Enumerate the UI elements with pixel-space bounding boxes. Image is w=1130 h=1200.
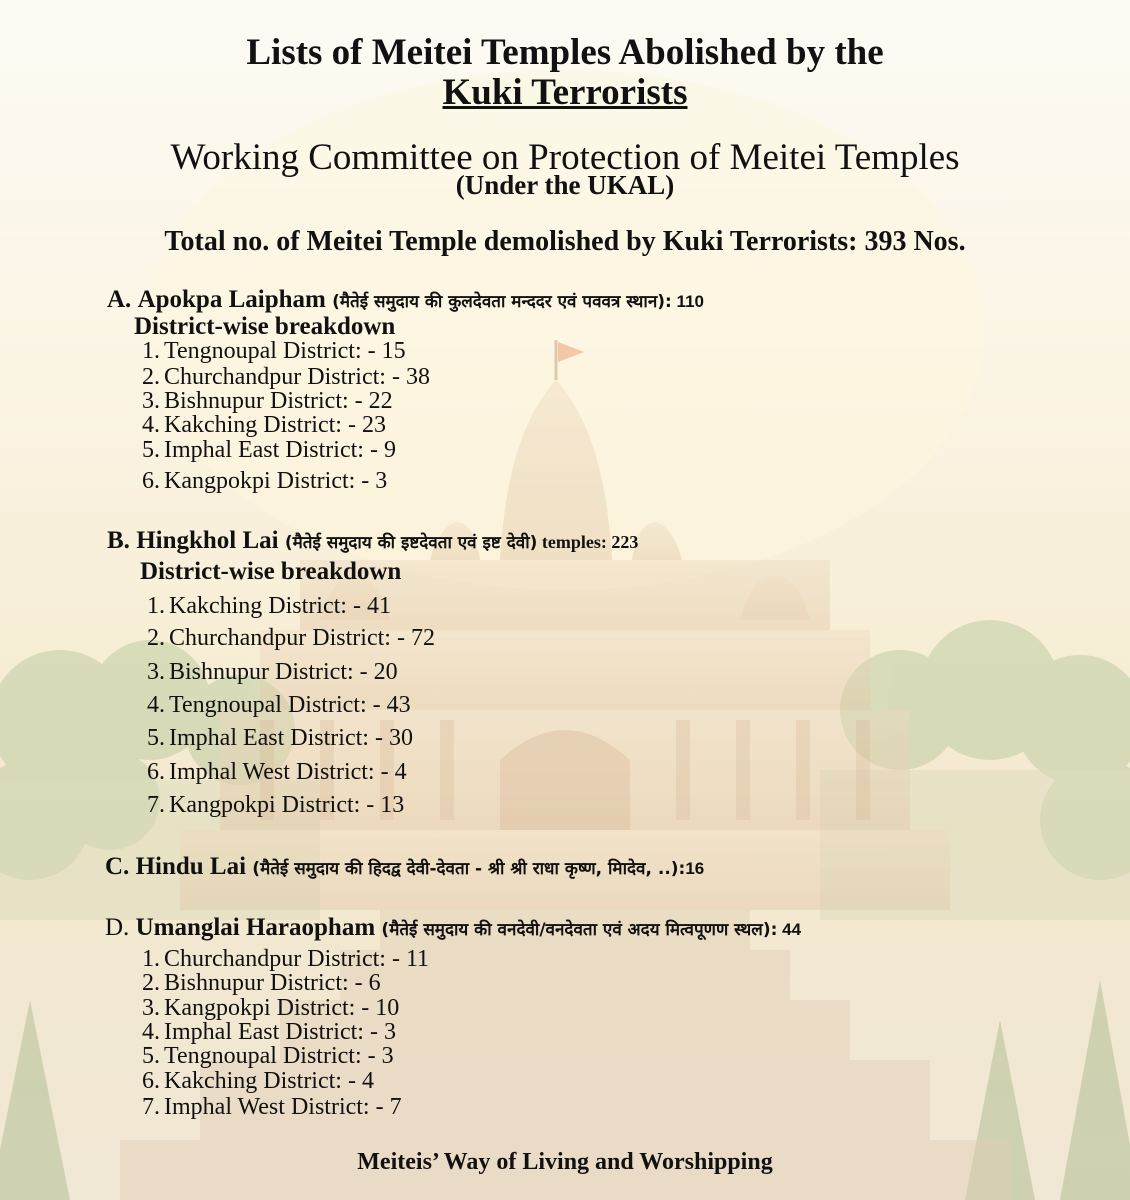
section-d-letter: D. — [105, 914, 130, 941]
section-c-name: Hindu Lai — [135, 853, 247, 880]
section-b-heading — [107, 527, 638, 557]
section-a-breakdown-label: District-wise breakdown — [134, 313, 396, 340]
total-count: Total no. of Meitei Temple demolished by Kuki Terrorists: 393 Nos. — [164, 226, 966, 257]
section-d-name: Umanglai Haraopham — [135, 914, 376, 941]
section-c-heading — [105, 853, 704, 883]
list-item: 4. Imphal East District: - 3 — [142, 1019, 396, 1045]
list-item: 7. Kangpokpi District: - 13 — [147, 792, 405, 818]
list-item: 1. Churchandpur District: - 11 — [142, 946, 430, 972]
list-item: 7. Imphal West District: - 7 — [142, 1094, 402, 1120]
section-b-name: Hingkhol Lai — [136, 527, 279, 554]
list-item: 6. Kangpokpi District: - 3 — [142, 468, 388, 494]
list-item: 2. Bishnupur District: - 6 — [142, 970, 381, 996]
list-item: 6. Kakching District: - 4 — [142, 1068, 374, 1094]
page-title: Lists of Meitei Temples Abolished by the — [246, 32, 884, 73]
list-item: 1. Tengnoupal District: - 15 — [142, 338, 406, 364]
section-c-letter: C. — [105, 853, 130, 880]
section-a-hindi: (मैतेई समुदाय की कुलदेवता मन्ददर एवं पववत्र स्थान): — [332, 292, 672, 312]
list-item: 5. Tengnoupal District: - 3 — [142, 1043, 394, 1069]
page-title-underlined: Kuki Terrorists — [442, 72, 688, 113]
section-b-letter: B. — [107, 527, 130, 554]
list-item: 5. Imphal East District: - 30 — [147, 725, 413, 751]
section-d-count: 44 — [777, 920, 802, 939]
footer-tagline: Meiteis’ Way of Living and Worshipping — [357, 1149, 773, 1175]
section-b-hindi: (मैतेई समुदाय की इष्टदेवता एवं इष्ट देवी) — [284, 533, 538, 553]
list-item: 3. Bishnupur District: - 20 — [147, 659, 398, 685]
list-item: 2. Churchandpur District: - 38 — [142, 364, 430, 390]
section-a-heading — [107, 286, 704, 316]
section-d-hindi: (मैतेई समुदाय की वनदेवी/वनदेवता एवं अदय मित्वपूणण स्थल): — [381, 920, 778, 940]
section-a-name: Apokpa Laipham — [137, 286, 326, 313]
list-item: 3. Kangpokpi District: - 10 — [142, 995, 400, 1021]
section-b-breakdown-label: District-wise breakdown — [140, 558, 402, 585]
list-item: 2. Churchandpur District: - 72 — [147, 625, 435, 651]
section-d-heading — [105, 914, 801, 944]
list-item: 4. Kakching District: - 23 — [142, 412, 386, 438]
list-item: 1. Kakching District: - 41 — [147, 593, 391, 619]
section-a-count: 110 — [671, 292, 704, 311]
committee-subtitle: (Under the UKAL) — [455, 170, 675, 200]
list-item: 5. Imphal East District: - 9 — [142, 437, 396, 463]
list-item: 6. Imphal West District: - 4 — [147, 759, 407, 785]
list-item: 4. Tengnoupal District: - 43 — [147, 692, 411, 718]
committee-name: Working Committee on Protection of Meitei Temples — [170, 137, 960, 178]
list-item: 3. Bishnupur District: - 22 — [142, 388, 393, 414]
section-c-count: 16 — [685, 859, 705, 878]
section-b-count: temples: 223 — [537, 532, 639, 552]
section-a-letter: A. — [107, 286, 132, 313]
section-c-hindi: (मैतेई समुदाय की हिदद्व देवी-देवता - श्री श्री राधा कृष्ण, मिादेव, ..): — [252, 859, 686, 879]
